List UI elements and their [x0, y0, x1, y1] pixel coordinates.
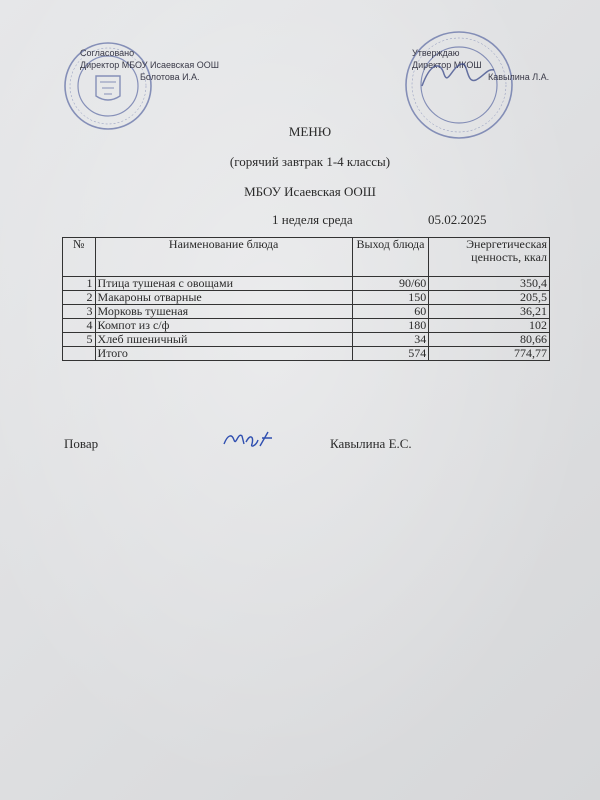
approval-block-left — [80, 47, 219, 83]
school-name: МБОУ Исаевская ООШ — [244, 184, 376, 199]
total-label: Итого — [95, 347, 352, 361]
row-energy: 102 — [429, 319, 550, 333]
total-energy: 774,77 — [429, 347, 550, 361]
row-dish-name: Птица тушеная с овощами — [95, 277, 352, 291]
row-dish-name: Морковь тушеная — [95, 305, 352, 319]
row-energy: 205,5 — [429, 291, 550, 305]
table-row — [63, 291, 550, 305]
table-total-row — [63, 347, 550, 361]
header-output: Выход блюда — [352, 238, 429, 277]
header-dish-name: Наименование блюда — [95, 238, 352, 277]
table-row — [63, 319, 550, 333]
menu-table — [62, 237, 550, 361]
table-row — [63, 277, 550, 291]
cook-name: Кавылина Е.С. — [330, 436, 412, 451]
header-energy: Энергетическая ценность, ккал — [429, 238, 550, 277]
document-subtitle: (горячий завтрак 1-4 классы) — [229, 154, 391, 169]
row-energy: 36,21 — [429, 305, 550, 319]
cook-signature — [222, 426, 274, 454]
header-num: № — [63, 238, 96, 277]
row-output: 180 — [352, 319, 429, 333]
approval-left-caption: Согласовано — [80, 48, 135, 58]
row-output: 150 — [352, 291, 429, 305]
cook-role-label: Повар — [64, 436, 99, 451]
row-output: 90/60 — [352, 277, 429, 291]
approval-right-caption: Утверждаю — [412, 48, 460, 58]
row-energy: 80,66 — [429, 333, 550, 347]
table-row — [63, 305, 550, 319]
approval-left-name: Болотова И.А. — [140, 72, 200, 82]
row-dish-name: Компот из с/ф — [95, 319, 352, 333]
director-signature — [418, 56, 498, 96]
table-row — [63, 333, 550, 347]
approval-right-name: Кавылина Л.А. — [488, 72, 550, 82]
row-dish-name: Хлеб пшеничный — [95, 333, 352, 347]
row-output: 60 — [352, 305, 429, 319]
row-energy: 350,4 — [429, 277, 550, 291]
row-dish-name: Макароны отварные — [95, 291, 352, 305]
total-output: 574 — [352, 347, 429, 361]
row-num: 2 — [63, 291, 96, 305]
row-num: 4 — [63, 319, 96, 333]
row-num: 3 — [63, 305, 96, 319]
row-num: 5 — [63, 333, 96, 347]
menu-date: 05.02.2025 — [428, 212, 487, 227]
approval-right-position: Директор МКОШ — [412, 60, 482, 70]
table-header-row — [63, 238, 550, 277]
total-num-empty — [63, 347, 96, 361]
row-output: 34 — [352, 333, 429, 347]
document-title: МЕНЮ — [288, 124, 332, 139]
row-num: 1 — [63, 277, 96, 291]
approval-left-position: Директор МБОУ Исаевская ООШ — [80, 60, 219, 70]
week-day-label: 1 неделя среда — [272, 212, 353, 227]
